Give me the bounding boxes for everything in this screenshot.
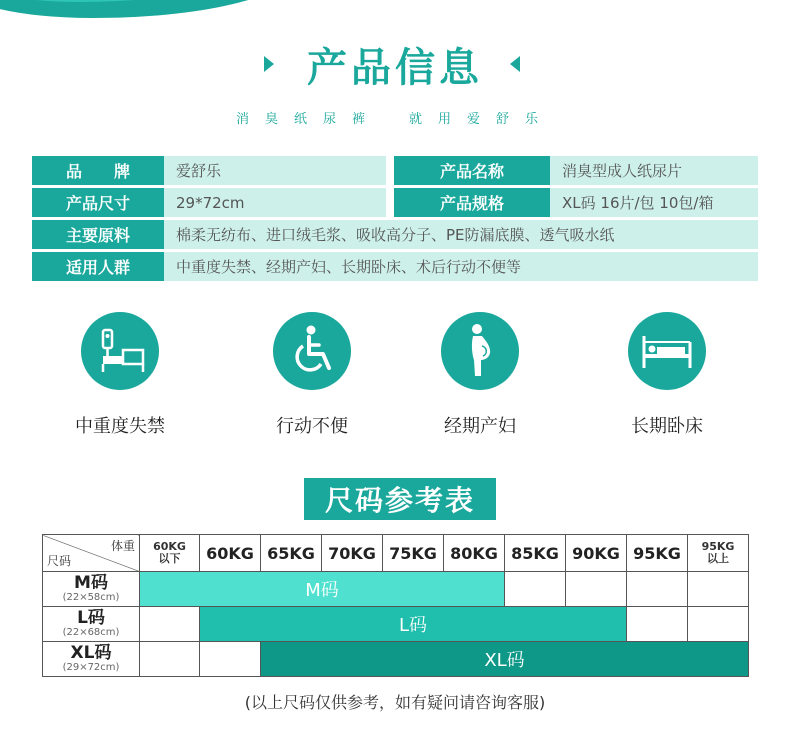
- weight-col: 90KG: [566, 535, 627, 572]
- empty-cell: [200, 642, 261, 677]
- weight-col-under-60: [140, 535, 200, 572]
- feature-maternity: [410, 312, 550, 438]
- info-value-materials: 棉柔无纺布、进口绒毛浆、吸收高分子、PE防漏底膜、透气吸水纸: [164, 220, 758, 249]
- empty-cell: [627, 607, 688, 642]
- size-band-l: L码: [200, 607, 627, 642]
- subtitle-right: 就用爱舒乐: [409, 112, 555, 127]
- info-row-size: [32, 188, 758, 217]
- weight-col: 65KG: [261, 535, 322, 572]
- feature-label: 长期卧床: [631, 416, 703, 437]
- empty-cell: [140, 642, 200, 677]
- header-weight-label: 体重: [110, 539, 135, 553]
- pregnant-woman-icon: [441, 312, 519, 390]
- info-value-size: 29*72cm: [164, 188, 386, 217]
- empty-cell: [688, 572, 749, 607]
- weight-col: 70KG: [322, 535, 383, 572]
- info-label-size: 产品尺寸: [32, 188, 164, 217]
- size-name: L码: [77, 608, 105, 628]
- size-name: XL码: [70, 643, 112, 663]
- size-chart-table: [42, 534, 749, 677]
- size-row-l: [43, 607, 749, 642]
- weight-col: 80KG: [444, 535, 505, 572]
- size-band-m: M码: [140, 572, 505, 607]
- info-row-materials: [32, 220, 758, 249]
- wheelchair-icon: [273, 312, 351, 390]
- empty-cell: [566, 572, 627, 607]
- header-corner-cell: [43, 535, 140, 572]
- bed-icon: [628, 312, 706, 390]
- chevron-left-icon: [510, 56, 520, 72]
- empty-cell: [140, 607, 200, 642]
- size-chart-header-row: [43, 535, 749, 572]
- size-chart-note: (以上尺码仅供参考，如有疑问请咨询客服): [244, 693, 546, 712]
- size-cell-m: [43, 572, 140, 607]
- info-label-materials: 主要原料: [32, 220, 164, 249]
- feature-label: 行动不便: [276, 416, 348, 437]
- info-label-product-name: 产品名称: [394, 156, 550, 185]
- size-cell-xl: [43, 642, 140, 677]
- info-value-brand: 爱舒乐: [164, 156, 386, 185]
- size-dims: (29×72cm): [62, 662, 120, 673]
- info-row-brand: [32, 156, 758, 185]
- info-label-brand: 品 牌: [32, 156, 164, 185]
- weight-col-under-60-top: 60KG: [153, 540, 186, 553]
- feature-mobility: [242, 312, 382, 438]
- size-band-xl: XL码: [261, 642, 749, 677]
- header-size-label: 尺码: [47, 554, 72, 568]
- info-label-spec: 产品规格: [394, 188, 550, 217]
- subtitle: [0, 108, 790, 127]
- weight-col-over-95-bottom: 以上: [707, 552, 729, 565]
- weight-col-over-95: [688, 535, 749, 572]
- info-value-target: 中重度失禁、经期产妇、长期卧床、术后行动不便等: [164, 252, 758, 281]
- feature-label: 经期产妇: [444, 416, 516, 437]
- page-title: 产品信息: [307, 45, 483, 91]
- empty-cell: [505, 572, 566, 607]
- size-cell-l: [43, 607, 140, 642]
- feature-label: 中重度失禁: [75, 416, 165, 437]
- size-dims: (22×58cm): [62, 592, 120, 603]
- product-info-table: [32, 156, 758, 284]
- size-chart-title: 尺码参考表: [304, 478, 496, 520]
- weight-col: 75KG: [383, 535, 444, 572]
- size-name: M码: [74, 573, 108, 593]
- info-value-spec: XL码 16片/包 10包/箱: [550, 188, 758, 217]
- weight-col: 95KG: [627, 535, 688, 572]
- empty-cell: [627, 572, 688, 607]
- weight-col: 85KG: [505, 535, 566, 572]
- empty-cell: [688, 607, 749, 642]
- weight-col-under-60-bottom: 以下: [158, 552, 181, 565]
- weight-col: 60KG: [200, 535, 261, 572]
- weight-col-over-95-top: 95KG: [701, 540, 735, 553]
- info-row-target: [32, 252, 758, 281]
- size-row-m: [43, 572, 749, 607]
- decorative-wave: [0, 0, 290, 18]
- info-value-product-name: 消臭型成人纸尿片: [550, 156, 758, 185]
- subtitle-left: 消臭纸尿裤: [235, 112, 381, 127]
- feature-bedridden: [597, 312, 737, 438]
- toilet-bed-icon: [81, 312, 159, 390]
- size-row-xl: [43, 642, 749, 677]
- info-label-target: 适用人群: [32, 252, 164, 281]
- feature-incontinence: [50, 312, 190, 438]
- size-dims: (22×68cm): [62, 627, 120, 638]
